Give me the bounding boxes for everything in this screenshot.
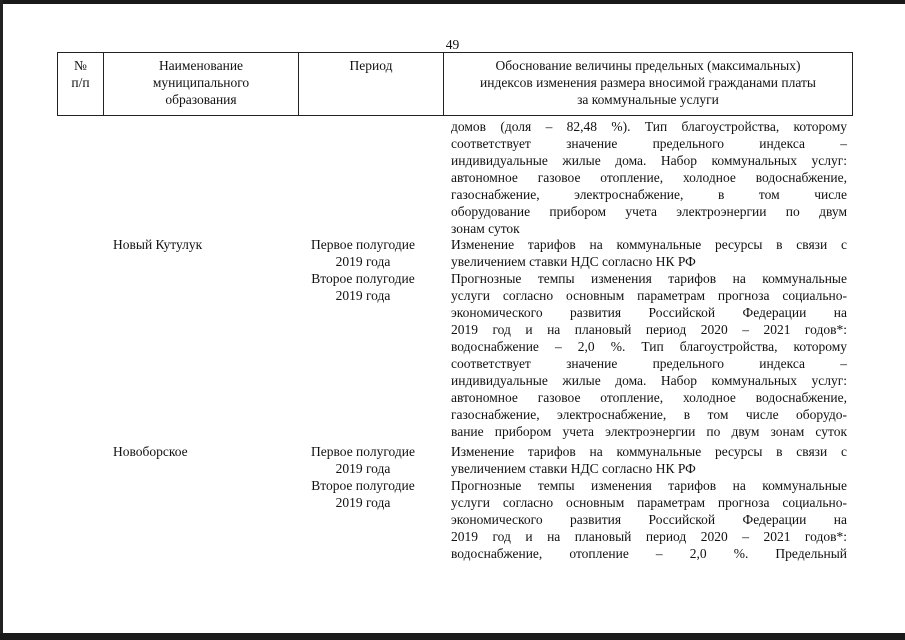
table-header	[57, 52, 853, 116]
period-cell: Первое полугодие 2019 года Второе полугодие 2019 года	[311, 237, 415, 303]
continuation-justification: домов (доля – 82,48 %). Тип благоустройства, которому соответствует значение предельного индекса – индивидуальные жилые дома. Набор коммунальных услуг: автономное газовое отопление, холодное водоснабжение, газоснабжение, электроснабжение, в том числе оборудование прибором учета электроэнергии по двум зонам суток	[451, 119, 847, 236]
page-number: 49	[445, 37, 460, 52]
scan-top-border	[0, 0, 905, 4]
period-cell: Первое полугодие 2019 года Второе полугодие 2019 года	[311, 444, 415, 510]
header-justification: Обоснование величины предельных (максимальных) индексов изменения размера вносимой гражданами платы за коммунальные услуги	[480, 58, 816, 107]
justification-cell: Изменение тарифов на коммунальные ресурсы в связи с увеличением ставки НДС согласно НК РФ Прогнозные темпы изменения тарифов на коммунальные услуги согласно основным параметрам прогноза социально- экономического развития Российской Федерации на 2019 год и на плановый период 2020 – 2021 годов*: водоснабжение – 2,0 %. Тип благоустройства, которому соответствует значение предельного индекса – индивидуальные жилые дома. Набор коммунальных услуг: автономное газовое отопление, холодное водоснабжение, газоснабжение, электроснабжение, в том числе оборудо- вание прибором учета электроэнергии по двум зонам суток	[451, 237, 847, 439]
header-number: № п/п	[71, 58, 90, 90]
municipality-name: Новый Кутулук	[113, 237, 203, 252]
municipality-name: Новоборское	[113, 444, 188, 459]
justification-cell: Изменение тарифов на коммунальные ресурсы в связи с увеличением ставки НДС согласно НК РФ Прогнозные темпы изменения тарифов на коммунальные услуги согласно основным параметрам прогноза социально- экономического развития Российской Федерации на 2019 год и на плановый период 2020 – 2021 годов*: водоснабжение, отопление – 2,0 %. Предельный	[451, 444, 847, 561]
scan-left-border	[0, 0, 3, 640]
header-period: Период	[349, 58, 393, 73]
scan-bottom-border	[0, 633, 905, 640]
header-municipality: Наименование муниципального образования	[152, 58, 250, 107]
